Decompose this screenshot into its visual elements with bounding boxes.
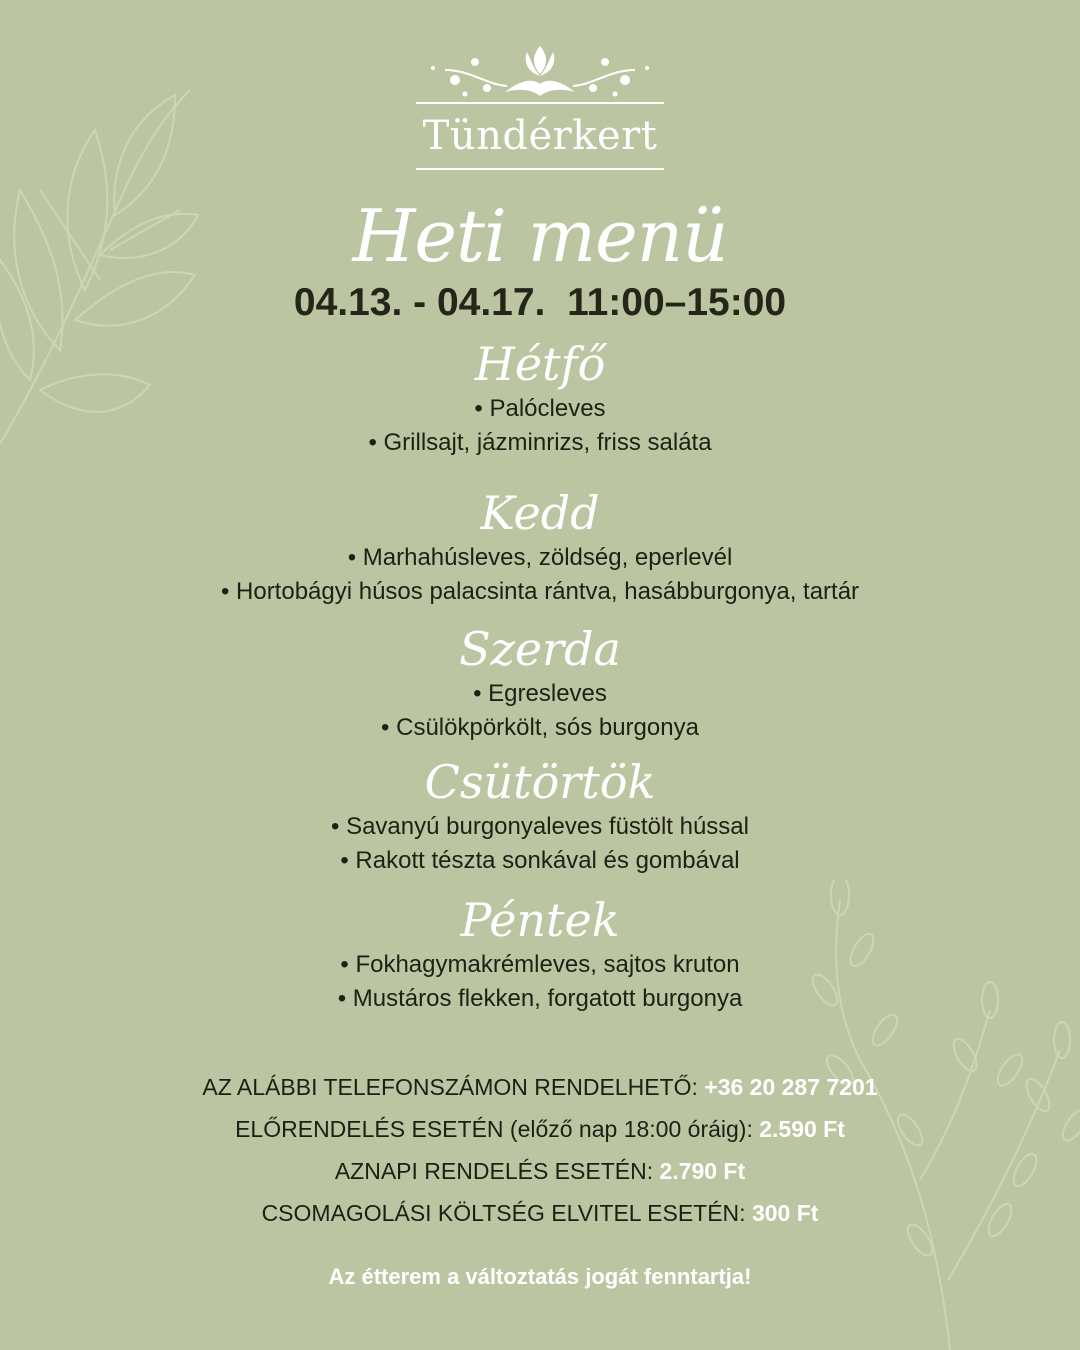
day-name: Szerda xyxy=(459,622,621,676)
phone-number: +36 20 287 7201 xyxy=(704,1074,878,1100)
info-label: ELŐRENDELÉS ESETÉN (előző nap 18:00 óráig): xyxy=(235,1116,760,1142)
info-row-sameday-price xyxy=(0,1150,1080,1192)
day-thursday xyxy=(0,754,1080,878)
tulip-ornament-icon xyxy=(425,40,655,102)
preorder-price: 2.590 Ft xyxy=(759,1116,845,1142)
dish-item: • Mustáros flekken, forgatott burgonya xyxy=(337,985,743,1012)
packaging-cost: 300 Ft xyxy=(751,1200,819,1226)
info-label: CSOMAGOLÁSI KÖLTSÉG ELVITEL ESETÉN: xyxy=(261,1200,752,1226)
info-label: AZNAPI RENDELÉS ESETÉN: xyxy=(334,1158,660,1184)
dish-item: • Egresleves xyxy=(473,680,607,707)
day-friday xyxy=(0,892,1080,1016)
date-time-range: 04.13. - 04.17. 11:00–15:00 xyxy=(293,281,787,324)
dish-item: • Rakott tészta sonkával és gombával xyxy=(340,847,740,874)
day-monday xyxy=(0,336,1080,460)
dish-item: • Palócleves xyxy=(474,395,606,422)
day-name: Csütörtök xyxy=(424,755,656,809)
dish-item: • Marhahúsleves, zöldség, eperlevél xyxy=(347,544,733,571)
info-row-packaging-cost xyxy=(0,1192,1080,1234)
dish-item: • Csülökpörkölt, sós burgonya xyxy=(381,714,699,741)
info-row-preorder-price xyxy=(0,1108,1080,1150)
disclaimer: Az étterem a változtatás jogát fenntartja! xyxy=(328,1264,752,1289)
sameday-price: 2.790 Ft xyxy=(659,1158,746,1184)
day-wednesday xyxy=(0,621,1080,745)
day-name: Hétfő xyxy=(474,337,606,391)
dish-item: • Hortobágyi húsos palacsinta rántva, hasábburgonya, tartár xyxy=(220,578,860,605)
info-label: AZ ALÁBBI TELEFONSZÁMON RENDELHETŐ: xyxy=(202,1074,705,1100)
dish-item: • Savanyú burgonyaleves füstölt hússal xyxy=(331,813,749,840)
brand-divider-bottom xyxy=(416,168,664,170)
info-row-phone xyxy=(0,1066,1080,1108)
day-tuesday xyxy=(0,485,1080,609)
order-info xyxy=(0,1066,1080,1234)
brand-name: Tündérkert xyxy=(422,113,658,159)
day-name: Kedd xyxy=(480,486,600,540)
dish-item: • Grillsajt, jázminrizs, friss saláta xyxy=(368,429,712,456)
dish-item: • Fokhagymakrémleves, sajtos kruton xyxy=(340,951,740,978)
day-name: Péntek xyxy=(460,893,620,947)
brand-logo xyxy=(0,40,1080,170)
menu-title: Heti menü xyxy=(352,194,728,278)
